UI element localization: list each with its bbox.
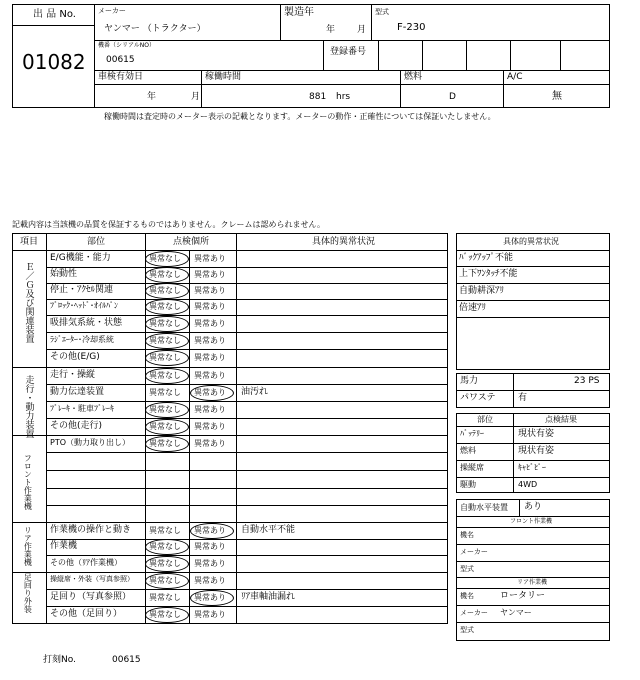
row-divider	[46, 470, 448, 471]
inspection-unit-m: 月	[191, 92, 201, 102]
ok-circle-mark	[145, 267, 189, 283]
status-ok: 異常なし	[149, 335, 181, 345]
status-ng: 異常あり	[194, 253, 226, 263]
hours-note: 稼働時間は査定時のメーター表示の記載となります。メーターの動作・正確性については保証いたしません。	[104, 112, 496, 121]
row-part: 操縦席・外装（写真参照）	[50, 574, 134, 583]
group-label-front: フロント作業機	[23, 454, 33, 510]
row-part: 始動性	[50, 269, 78, 279]
right-detail-1: ﾊﾞｯｸｱｯﾌﾟ不能	[459, 253, 514, 263]
hours-value: 881	[309, 92, 327, 102]
row-divider	[12, 435, 448, 436]
row-divider	[46, 606, 448, 607]
status-ok: 異常なし	[149, 592, 181, 602]
ok-circle-mark	[145, 436, 189, 452]
rear-model-label: 型式	[460, 626, 474, 634]
ok-circle-mark	[145, 368, 189, 384]
hours-label: 稼働時間	[205, 72, 242, 82]
result-value-1: 現状有姿	[518, 429, 555, 439]
status-ok: 異常なし	[149, 387, 181, 397]
row-detail: 自動水平不能	[241, 524, 296, 535]
ng-circle-mark	[190, 523, 234, 539]
result-value-4: 4WD	[518, 480, 538, 489]
power-value: 23 PS	[574, 376, 600, 386]
ok-circle-mark	[145, 350, 189, 366]
stamp-value: 00615	[112, 655, 141, 665]
auto-level-label: 自動水平装置	[460, 503, 508, 512]
auto-level-value: あり	[524, 502, 543, 512]
row-part: PTO（動力取り出し）	[50, 437, 131, 447]
ok-circle-mark	[145, 402, 189, 418]
row-part: ﾌﾞﾚｰｷ・駐車ﾌﾞﾚｰｷ	[50, 403, 114, 413]
ok-circle-mark	[145, 573, 189, 589]
row-divider	[46, 384, 448, 385]
status-ng: 異常あり	[194, 610, 226, 619]
row-part: 作業機	[50, 541, 78, 551]
status-ok: 異常なし	[149, 318, 181, 328]
status-ng: 異常あり	[194, 438, 226, 448]
year-unit-y: 年	[326, 25, 336, 35]
part-header: 部位	[87, 237, 106, 247]
status-ng: 異常あり	[194, 421, 226, 431]
row-divider	[46, 589, 448, 590]
group-label-rear: リア作業機	[23, 526, 33, 566]
status-ng: 異常あり	[194, 542, 226, 551]
status-ng: 異常あり	[194, 404, 226, 414]
serial-label: 出 品 No.	[33, 9, 76, 20]
row-part: 足回り（写真参照）	[50, 591, 132, 602]
status-ok: 異常なし	[149, 253, 181, 263]
status-ok: 異常なし	[149, 286, 181, 295]
rear-maker-label: メーカー	[460, 609, 488, 617]
row-divider	[46, 349, 448, 350]
status-ok: 異常なし	[149, 525, 181, 535]
stamp-label: 打刻No.	[43, 655, 76, 665]
row-part: 停止・ｱｸｾﾙ関連	[50, 285, 114, 295]
row-divider	[12, 367, 448, 368]
power-steering-label: パワステ	[460, 393, 496, 403]
status-ng: 異常あり	[194, 525, 226, 535]
ok-circle-mark	[145, 607, 189, 623]
row-divider	[46, 418, 448, 419]
group-label-exterior: 足回り外装	[23, 573, 33, 613]
ok-circle-mark	[145, 299, 189, 315]
ok-circle-mark	[145, 556, 189, 572]
status-ng: 異常あり	[194, 353, 226, 362]
status-ng: 異常あり	[194, 302, 226, 311]
row-part: その他（足回り）	[50, 609, 123, 619]
row-divider	[46, 555, 448, 556]
status-ng: 異常あり	[194, 335, 226, 345]
year-unit-m: 月	[357, 25, 367, 35]
row-part: 動力伝達装置	[50, 386, 105, 397]
status-ok: 異常なし	[149, 270, 181, 279]
hours-unit: hrs	[336, 92, 351, 102]
status-ng: 異常あり	[194, 592, 226, 602]
detail-header: 具体的異常状況	[312, 237, 376, 247]
row-part: ﾗｼﾞｴｰﾀｰ･冷却系統	[50, 334, 114, 344]
status-ok: 異常なし	[149, 575, 181, 585]
result-header: 点検結果	[545, 415, 577, 424]
row-divider	[46, 505, 448, 506]
model-value: F-230	[397, 22, 426, 33]
check-header: 点検個所	[173, 237, 210, 247]
power-label: 馬力	[460, 376, 479, 386]
result-part-1: ﾊﾞｯﾃﾘｰ	[460, 429, 484, 438]
row-divider	[12, 572, 448, 573]
status-ok: 異常なし	[149, 610, 181, 619]
rear-name-value: ロータリー	[500, 591, 546, 601]
ok-circle-mark	[145, 251, 189, 267]
ac-value: 無	[552, 91, 562, 102]
row-part: 作業機の操作と動き	[50, 524, 132, 535]
machine-serial-label: 機番（シリアルNO）	[98, 42, 155, 49]
row-divider	[46, 401, 448, 402]
row-part: 吸排気系統・状態	[50, 317, 123, 328]
status-ng: 異常あり	[194, 286, 226, 295]
inspection-label: 車検有効日	[98, 72, 144, 82]
front-maker-label: メーカー	[460, 548, 488, 556]
row-part: 走行・操縦	[50, 369, 96, 380]
status-ng: 異常あり	[194, 558, 226, 568]
result-part-2: 燃料	[460, 446, 476, 455]
row-part: その他（ﾘｱ作業機）	[50, 557, 122, 567]
row-divider	[46, 315, 448, 316]
ac-label: A/C	[507, 72, 523, 82]
rear-maker-value: ヤンマー	[500, 608, 532, 617]
right-detail-header: 具体的異常状況	[503, 237, 559, 246]
right-detail-3: 自動耕深ｱﾘ	[459, 286, 505, 296]
row-part: その他(E/G)	[50, 352, 100, 362]
status-ng: 異常あり	[194, 387, 226, 397]
disclaimer: 記載内容は当該機の品質を保証するものではありません。クレームは認められません。	[12, 220, 325, 229]
power-steering-value: 有	[518, 393, 528, 403]
year-label: 製造年	[284, 7, 314, 18]
group-label-drive: 走行・動力装置	[23, 375, 34, 438]
maker-value: ヤンマー （トラクター）	[104, 24, 206, 34]
status-ok: 異常なし	[149, 302, 181, 311]
ok-circle-mark	[145, 419, 189, 435]
ok-circle-mark	[145, 539, 189, 555]
maker-label: メーカー	[98, 7, 126, 15]
row-divider	[46, 488, 448, 489]
row-divider	[46, 332, 448, 333]
row-divider	[12, 522, 448, 523]
right-detail-2: 上下ﾜﾝﾀｯﾁ不能	[459, 269, 518, 279]
registration-label: 登録番号	[330, 47, 367, 57]
ok-circle-mark	[145, 316, 189, 332]
status-ok: 異常なし	[149, 370, 181, 380]
rear-attachment-title: リア作業機	[517, 579, 548, 586]
front-model-label: 型式	[460, 565, 474, 573]
row-detail: ﾘｱ車軸油漏れ	[241, 591, 296, 602]
status-ok: 異常なし	[149, 353, 181, 362]
ok-circle-mark	[145, 333, 189, 349]
status-ng: 異常あり	[194, 370, 226, 380]
status-ok: 異常なし	[149, 542, 181, 551]
row-detail: 油汚れ	[241, 386, 269, 397]
row-divider	[46, 299, 448, 300]
status-ng: 異常あり	[194, 575, 226, 585]
status-ok: 異常なし	[149, 438, 181, 448]
item-header: 項目	[20, 237, 39, 247]
ng-circle-mark	[190, 590, 234, 606]
ok-circle-mark	[145, 283, 189, 299]
row-divider	[46, 267, 448, 268]
result-value-2: 現状有姿	[518, 446, 555, 456]
fuel-label: 燃料	[404, 72, 423, 82]
status-ok: 異常なし	[149, 404, 181, 414]
front-attachment-title: フロント作業機	[510, 518, 553, 525]
fuel-value: D	[449, 92, 456, 102]
inspection-unit-y: 年	[147, 92, 157, 102]
status-ng: 異常あり	[194, 318, 226, 328]
result-part-header: 部位	[477, 415, 493, 424]
row-divider	[46, 283, 448, 284]
rear-name-label: 機名	[460, 592, 474, 600]
ng-circle-mark	[190, 385, 234, 401]
result-part-3: 操縦席	[460, 463, 484, 472]
row-divider	[46, 452, 448, 453]
row-part: ﾌﾞﾛｯｸ･ﾍｯﾄﾞ･ｵｲﾙﾊﾟﾝ	[50, 301, 118, 310]
model-label: 型式	[375, 8, 389, 16]
result-part-4: 駆動	[460, 480, 476, 489]
status-ok: 異常なし	[149, 421, 181, 431]
right-detail-4: 倍速ｱﾘ	[459, 303, 487, 313]
result-value-3: ｷｬﾋﾞﾋﾟｰ	[518, 463, 546, 472]
group-label-engine: Ｅ／Ｇ及び関連装置	[23, 262, 34, 343]
status-ng: 異常あり	[194, 270, 226, 279]
machine-serial-value: 00615	[106, 55, 135, 65]
row-part: E/G機能・能力	[50, 252, 111, 263]
front-name-label: 機名	[460, 531, 474, 539]
row-divider	[46, 539, 448, 540]
row-part: その他(走行)	[50, 420, 103, 431]
status-ok: 異常なし	[149, 558, 181, 568]
serial-number: 01082	[22, 50, 86, 74]
